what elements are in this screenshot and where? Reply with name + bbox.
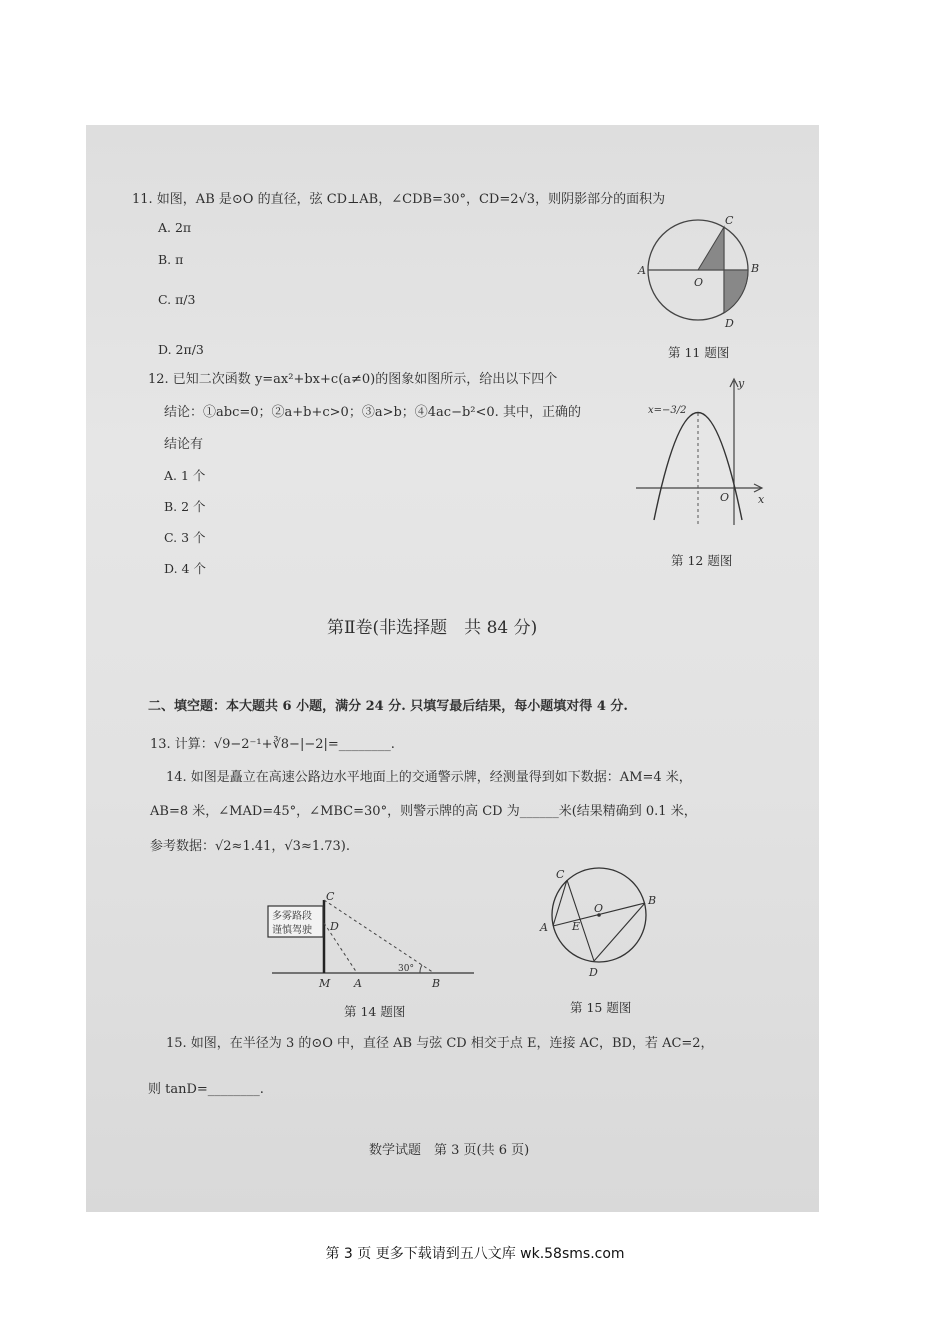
q15-line2: 则 tanD=________. (148, 1082, 264, 1097)
q14-sign-line1: 多雾路段 (272, 911, 312, 922)
q14-angle-label: 30° (398, 964, 414, 974)
q14-label-c: C (326, 890, 335, 903)
q12-line2: 结论：①abc=0；②a+b+c>0；③a>b；④4ac−b²<0. 其中，正确的 (164, 405, 581, 420)
q14-label-d: D (330, 920, 339, 933)
scanned-page-photo (86, 125, 819, 1212)
q12-line1: 12. 已知二次函数 y=ax²+bx+c(a≠0)的图象如图所示，给出以下四个 (148, 372, 558, 387)
q12-figure (634, 375, 774, 530)
q11-option-d: D. 2π/3 (158, 342, 204, 357)
q11-label-b: B (751, 262, 760, 275)
q11-label-a: A (638, 264, 646, 277)
q15-label-o: O (594, 902, 604, 915)
section2-heading: 二、填空题：本大题共 6 小题，满分 24 分. 只填写最后结果，每小题填对得 4 分. (148, 699, 628, 714)
page-footer: 第 3 页 更多下载请到五八文库 wk.58sms.com (325, 1246, 625, 1262)
q12-option-c: C. 3 个 (164, 530, 206, 545)
q15-label-a: A (540, 921, 548, 934)
q15-label-c: C (556, 868, 565, 881)
q13: 13. 计算：√9−2⁻¹+∛8−|−2|=________. (150, 737, 395, 752)
q11-option-c: C. π/3 (158, 292, 196, 307)
inner-page-footer: 数学试题 第 3 页(共 6 页) (369, 1143, 530, 1158)
q12-origin-label: O (720, 491, 730, 504)
q15-caption: 第 15 题图 (570, 1000, 632, 1015)
q11-label-o: O (694, 276, 704, 289)
q14-caption: 第 14 题图 (344, 1004, 406, 1019)
q15-label-b: B (648, 894, 657, 907)
q15-label-d: D (589, 966, 598, 979)
q11-figure (634, 210, 774, 335)
q14-figure (264, 890, 479, 990)
q14-sign-line2: 谨慎驾驶 (272, 925, 312, 936)
q14-label-m: M (319, 977, 331, 990)
q12-axis-label: x=−3/2 (648, 405, 687, 416)
q12-option-a: A. 1 个 (164, 468, 206, 483)
q14-label-b: B (432, 977, 441, 990)
q12-x-label: x (758, 493, 765, 506)
q11-label-c: C (725, 214, 734, 227)
q14-line2: AB=8 米，∠MAD=45°，∠MBC=30°，则警示牌的高 CD 为______米(结果精确到 0.1 米， (150, 804, 697, 819)
q12-y-label: y (738, 377, 745, 390)
q11-label-d: D (725, 317, 734, 330)
q12-option-d: D. 4 个 (164, 561, 206, 576)
q11-caption: 第 11 题图 (668, 345, 730, 360)
q11-option-a: A. 2π (158, 220, 192, 235)
q12-line3: 结论有 (164, 437, 204, 452)
q15-label-e: E (572, 920, 581, 933)
q12-option-b: B. 2 个 (164, 499, 206, 514)
q14-line1: 14. 如图是矗立在高速公路边水平地面上的交通警示牌，经测量得到如下数据：AM=4 米， (166, 770, 692, 785)
q12-caption: 第 12 题图 (671, 553, 733, 568)
q14-label-a: A (354, 977, 362, 990)
q15-line1: 15. 如图，在半径为 3 的⊙O 中，直径 AB 与弦 CD 相交于点 E，连接 AC，BD，若 AC=2， (166, 1036, 714, 1051)
q14-line3: 参考数据：√2≈1.41，√3≈1.73). (150, 839, 350, 854)
q11-stem: 11. 如图，AB 是⊙O 的直径，弦 CD⊥AB，∠CDB=30°，CD=2√3，则阴影部分的面积为 (132, 192, 666, 207)
q15-figure (536, 860, 666, 985)
part2-heading: 第Ⅱ卷(非选择题 共 84 分) (327, 618, 538, 638)
q11-option-b: B. π (158, 252, 184, 267)
